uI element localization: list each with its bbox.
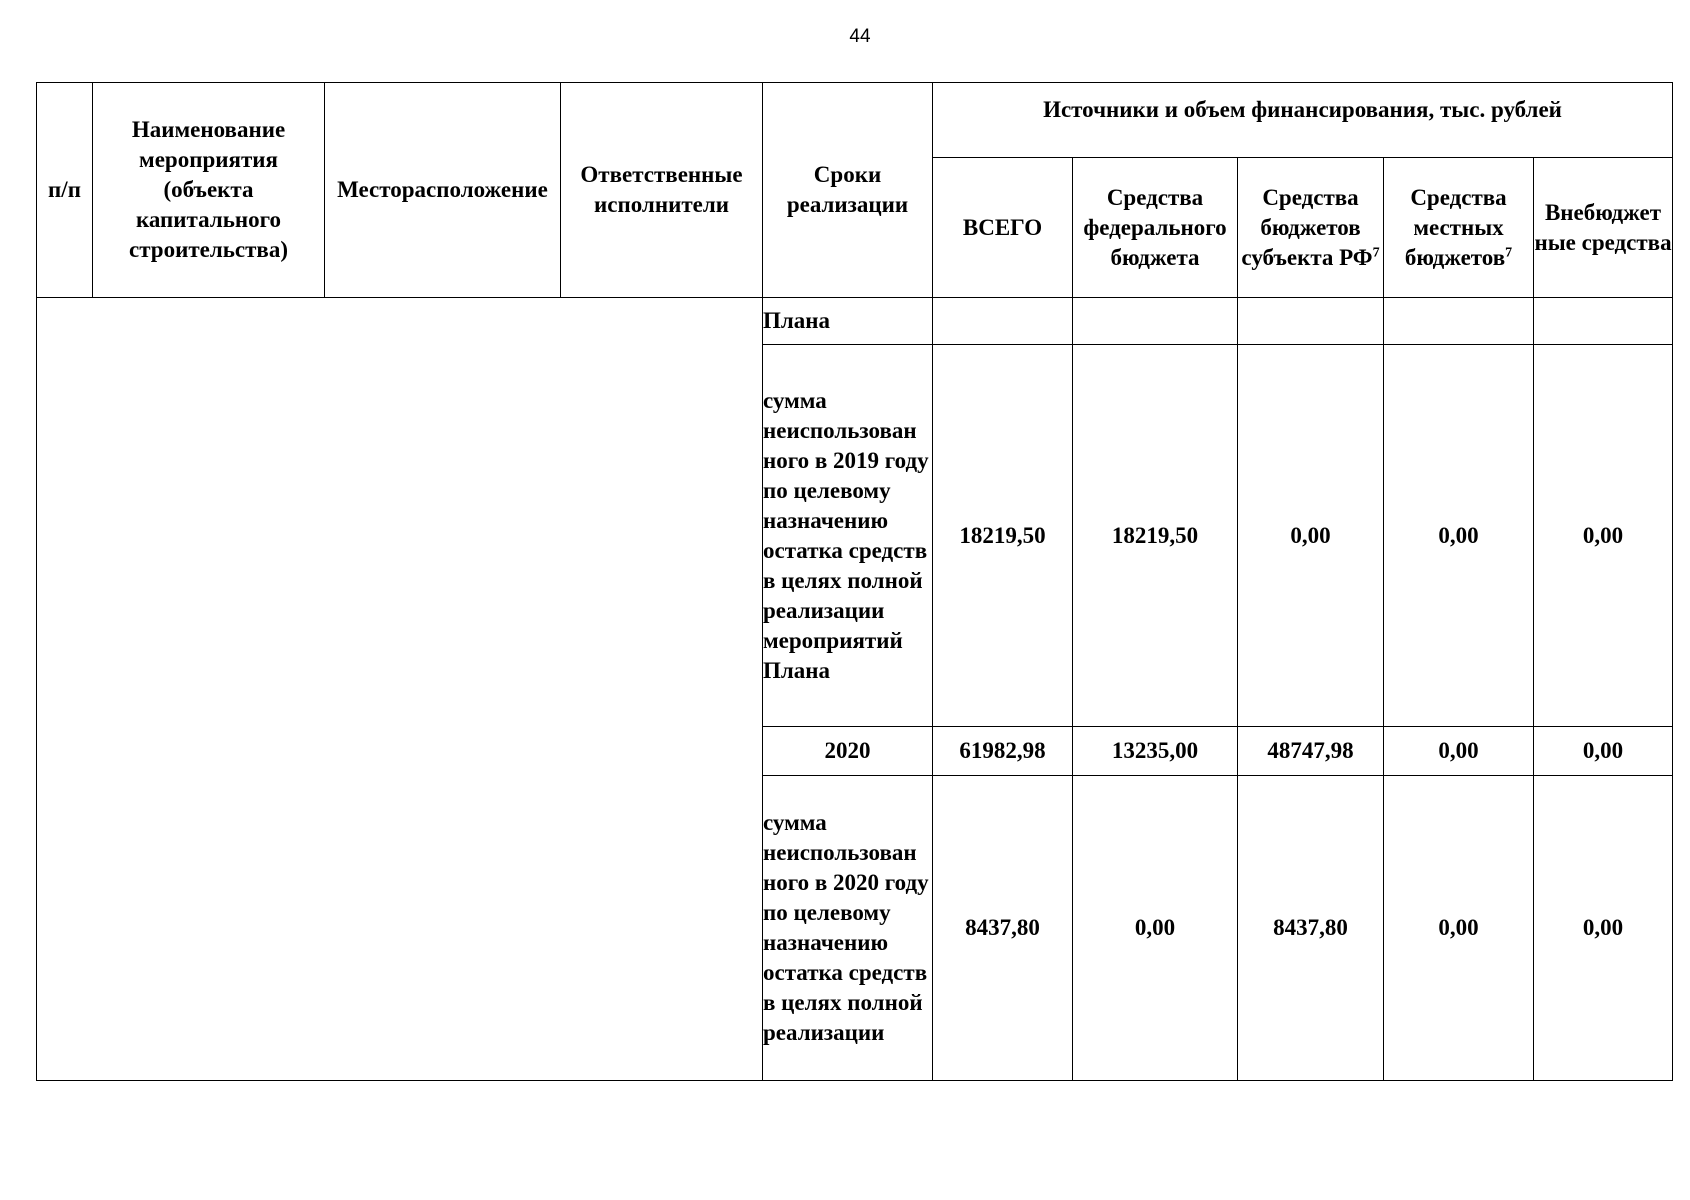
regional-cell <box>1238 298 1384 345</box>
local-cell: 0,00 <box>1384 776 1534 1081</box>
header-name: Наименование мероприятия (объекта капитального строительства) <box>93 83 325 298</box>
regional-cell: 8437,80 <box>1238 776 1384 1081</box>
period-cell: 2020 <box>763 727 933 776</box>
header-federal: Средства федерального бюджета <box>1073 158 1238 298</box>
total-cell <box>933 298 1073 345</box>
federal-cell: 0,00 <box>1073 776 1238 1081</box>
header-period: Сроки реализации <box>763 83 933 298</box>
header-total: ВСЕГО <box>933 158 1073 298</box>
period-cell: Плана <box>763 298 933 345</box>
merged-empty-cell <box>37 298 763 1081</box>
total-cell: 18219,50 <box>933 345 1073 727</box>
extrabudget-cell: 0,00 <box>1534 727 1673 776</box>
page-number: 44 <box>849 26 871 47</box>
local-cell: 0,00 <box>1384 345 1534 727</box>
total-cell: 61982,98 <box>933 727 1073 776</box>
header-location: Месторасположение <box>325 83 561 298</box>
regional-cell: 0,00 <box>1238 345 1384 727</box>
regional-cell: 48747,98 <box>1238 727 1384 776</box>
federal-cell <box>1073 298 1238 345</box>
federal-cell: 13235,00 <box>1073 727 1238 776</box>
local-cell: 0,00 <box>1384 727 1534 776</box>
extrabudget-cell: 0,00 <box>1534 345 1673 727</box>
extrabudget-cell <box>1534 298 1673 345</box>
extrabudget-cell: 0,00 <box>1534 776 1673 1081</box>
header-num: п/п <box>37 83 93 298</box>
total-cell: 8437,80 <box>933 776 1073 1081</box>
period-cell: сумма неиспользован ного в 2020 году по целевому назначению остатка средств в целях полной реализации <box>763 776 933 1081</box>
table-row <box>37 298 1673 345</box>
header-local-label: Средства местных бюджетов <box>1404 184 1507 270</box>
header-financing-group: Источники и объем финансирования, тыс. рублей <box>933 83 1673 158</box>
local-cell <box>1384 298 1534 345</box>
footnote-mark: 7 <box>1372 244 1380 260</box>
federal-cell: 18219,50 <box>1073 345 1238 727</box>
header-regional <box>1238 158 1384 298</box>
header-executors: Ответственные исполнители <box>561 83 763 298</box>
period-cell: сумма неиспользован ного в 2019 году по целевому назначению остатка средств в целях полной реализации мероприятий Плана <box>763 345 933 727</box>
header-regional-label: Средства бюджетов субъекта РФ <box>1241 184 1373 270</box>
header-extrabudget: Внебюджет ные средства <box>1534 158 1673 298</box>
financing-table <box>36 82 1673 1081</box>
header-local <box>1384 158 1534 298</box>
footnote-mark: 7 <box>1505 244 1513 260</box>
